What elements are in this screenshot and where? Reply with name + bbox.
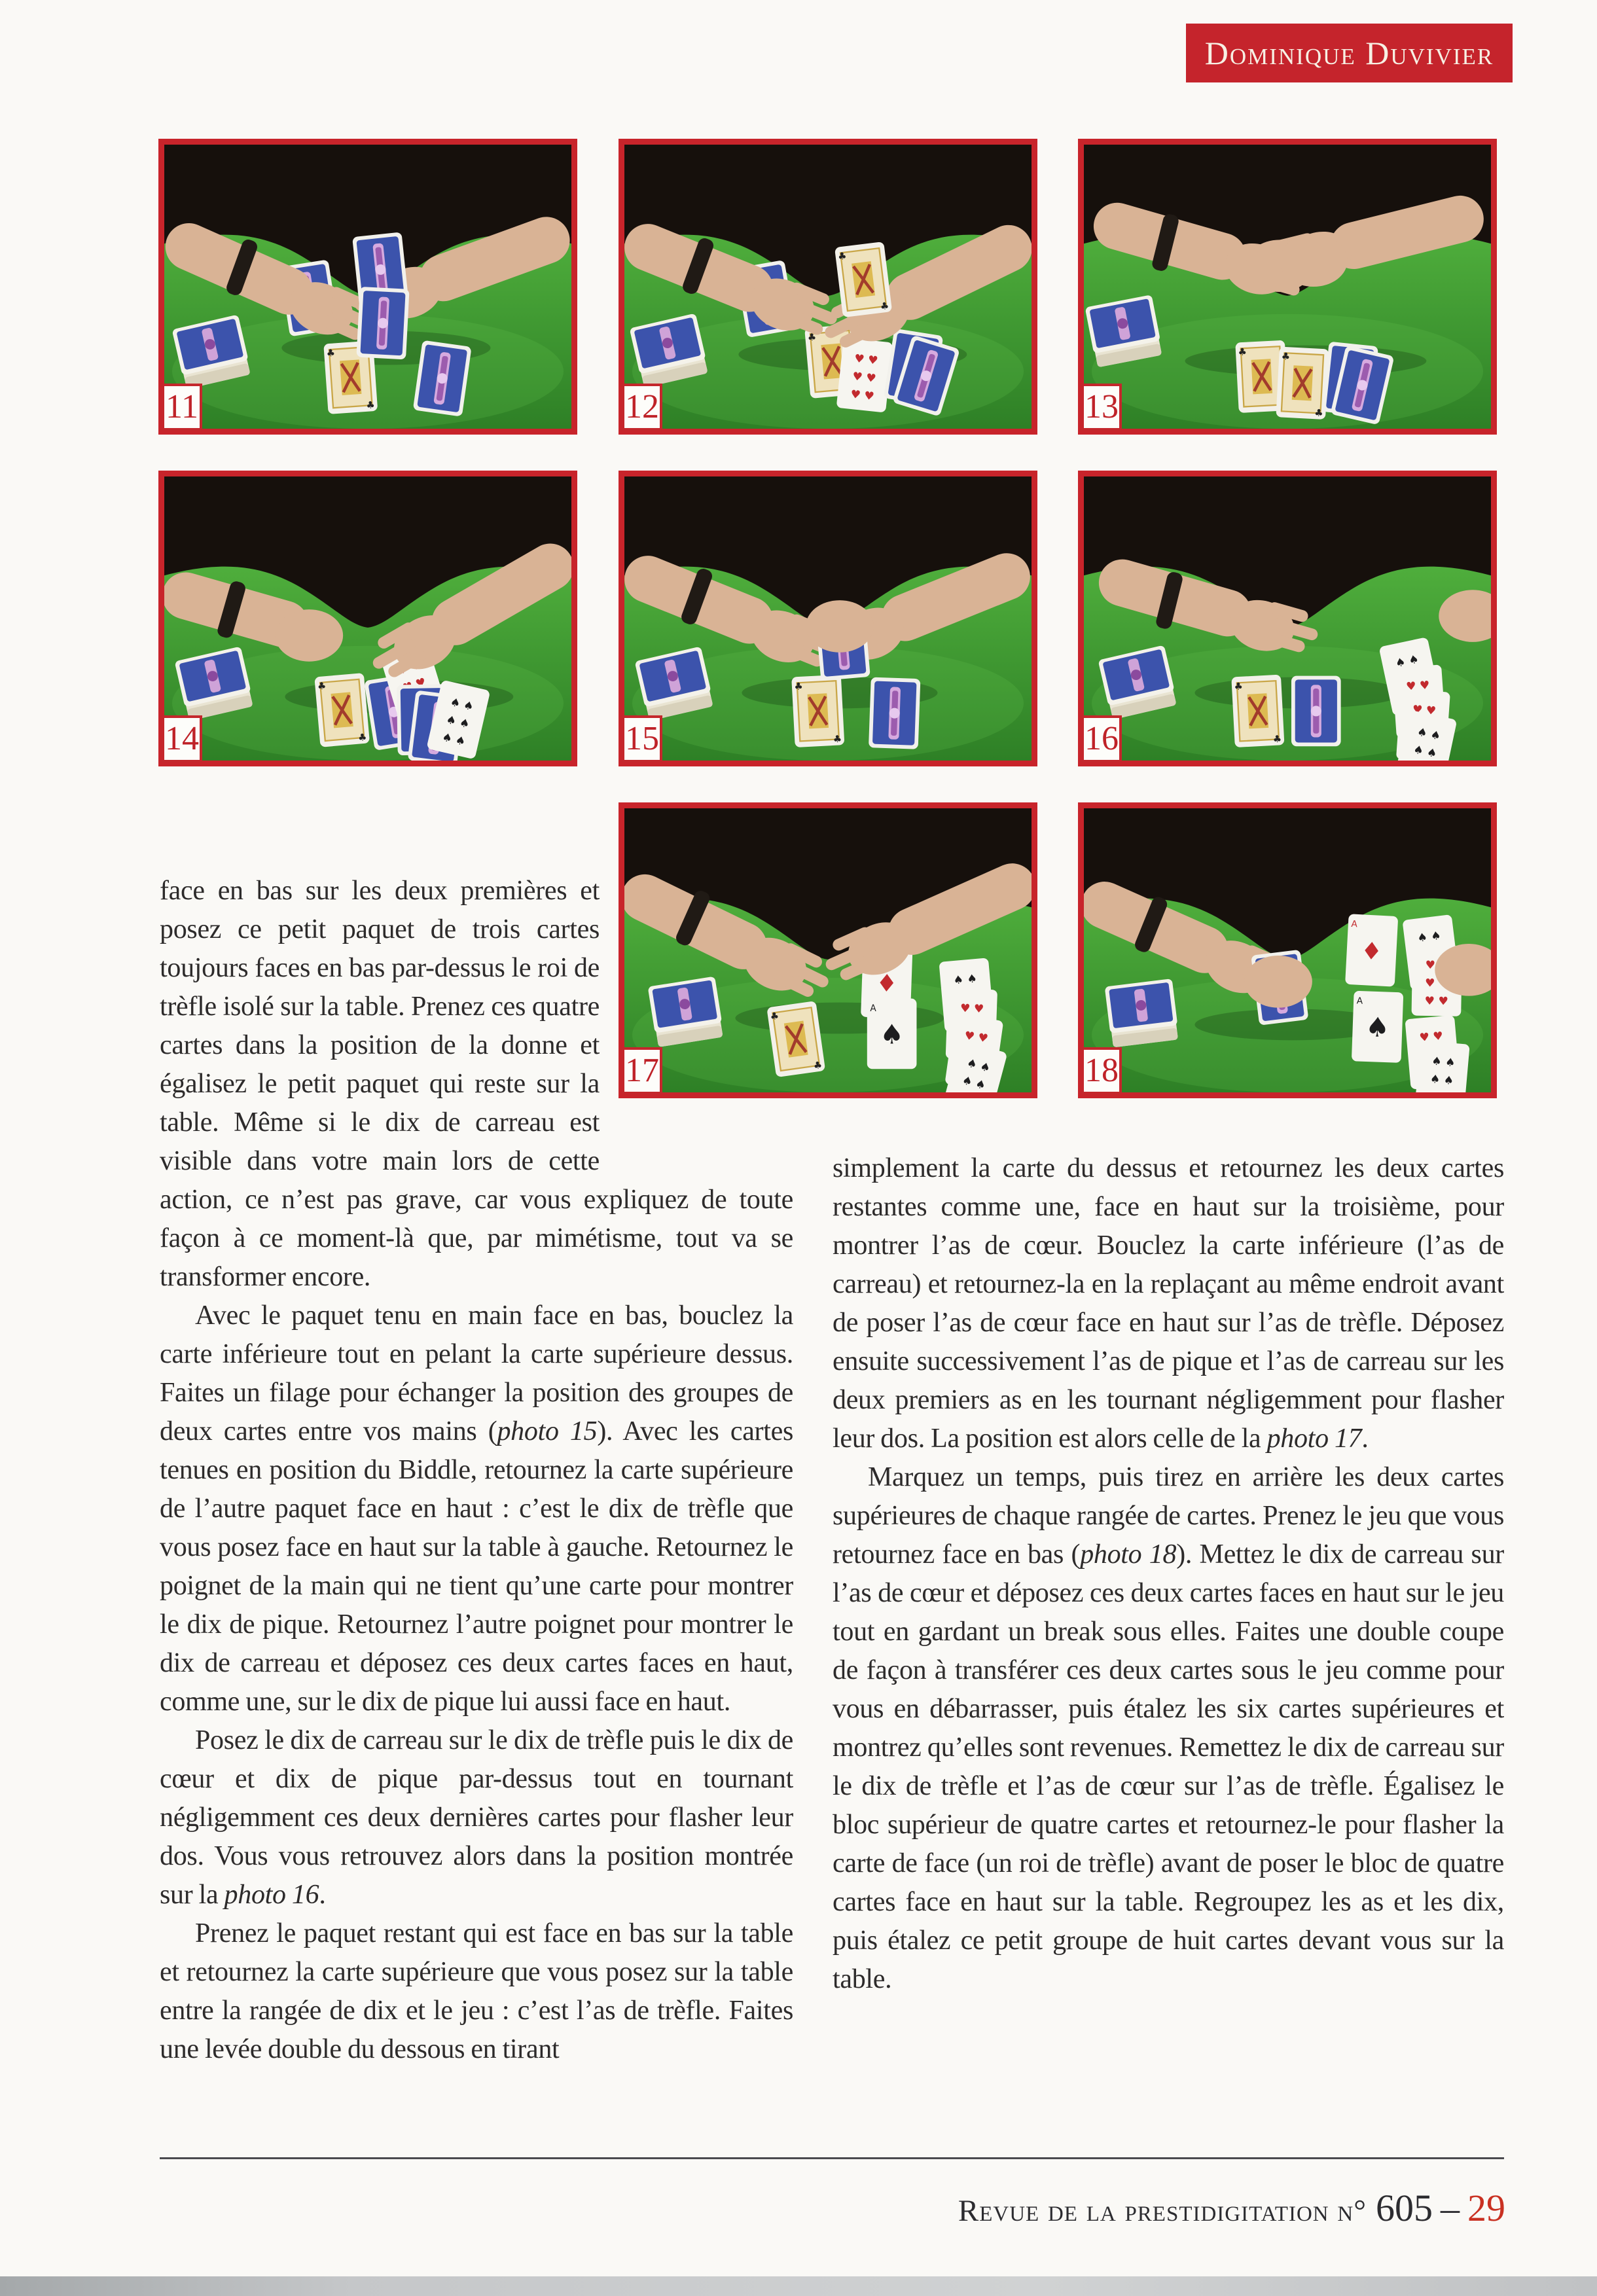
- photo-number-badge: 12: [622, 384, 662, 431]
- card-table-scene: [1084, 808, 1491, 1092]
- photo-wrap-spacer: [600, 872, 793, 1143]
- card-table-scene: [1084, 476, 1491, 761]
- photo-number-badge: 15: [622, 715, 662, 762]
- card-table-scene: [624, 145, 1032, 429]
- paragraph: Posez le dix de carreau sur le dix de trèfle puis le dix de cœur et dix de pique par-dessus tout en tournant négligemment ces deux dernières cartes pour flasher leur dos. Vous vous retrouvez alors dans la position montrée sur la photo 16.: [160, 1725, 793, 1910]
- issue-number: 605: [1376, 2187, 1433, 2229]
- photo-number-badge: 18: [1081, 1047, 1122, 1094]
- photo-12: [619, 139, 1037, 435]
- article-column-right: [833, 1149, 1504, 2161]
- photo-11: [158, 139, 577, 435]
- photo-number-badge: 14: [162, 715, 202, 762]
- author-name: Dominique Duvivier: [1204, 35, 1494, 71]
- photo-13: [1078, 139, 1497, 435]
- footer: [160, 2186, 1505, 2230]
- photo-18: [1078, 802, 1497, 1098]
- photo-14: [158, 471, 577, 766]
- photo-number-badge: 17: [622, 1047, 662, 1094]
- page-number: 29: [1467, 2187, 1505, 2229]
- footer-rule: [160, 2157, 1504, 2159]
- article-column-left: [160, 872, 793, 2155]
- author-banner: [1186, 24, 1513, 82]
- photo-16: [1078, 471, 1497, 766]
- journal-title: Revue de la prestidigitation n°: [958, 2194, 1367, 2228]
- card-table-scene: [1084, 145, 1491, 429]
- scan-edge-strip: [0, 2276, 1597, 2296]
- footer-dash: –: [1441, 2187, 1460, 2229]
- paragraph: simplement la carte du dessus et retournez les deux cartes restantes comme une, face en haut sur la troisième, pour montrer l’as de cœur. Bouclez la carte inférieure (l’as de carreau) et retournez-la en la replaçant au même endroit avant de poser l’as de cœur face en haut sur l’as de trèfle. Déposez ensuite successivement l’as de pique et l’as de carreau sur les deux premiers as en les tournant négligemment pour flasher leur dos. La position est alors celle de la photo 17.: [833, 1153, 1504, 1454]
- card-table-scene: [624, 476, 1032, 761]
- paragraph: Prenez le paquet restant qui est face en bas sur la table et retournez la carte supérieure que vous posez sur la table entre la rangée de dix et le jeu : c’est l’as de trèfle. Faites une levée double du dessous en tirant: [160, 1918, 793, 2064]
- photo-number-badge: 13: [1081, 384, 1122, 431]
- paragraph: Marquez un temps, puis tirez en arrière les deux cartes supérieures de chaque rangée de cartes. Prenez le jeu que vous retournez face en bas (photo 18). Mettez le dix de carreau sur l’as de cœur et déposez ces deux cartes faces en haut sur le jeu tout en gardant un break sous elles. Faites une double coupe de façon à transférer ces deux cartes sous le jeu comme pour vous en débarrasser, puis étalez les six cartes supérieures et montrez qu’elles sont revenues. Remettez le dix de carreau sur le dix de trèfle et l’as de cœur sur l’as de trèfle. Égalisez le bloc supérieur de quatre cartes et retournez-le pour flasher la carte de face (un roi de trèfle) avant de poser le bloc de quatre cartes face en haut sur la table. Regroupez les as et les dix, puis étalez ce petit groupe de huit cartes devant vous sur la table.: [833, 1462, 1504, 1994]
- paragraph: Avec le paquet tenu en main face en bas, bouclez la carte inférieure tout en pelant la carte supérieure dessus. Faites un filage pour échanger la position des groupes de deux cartes entre vos mains (photo 15). Avec les cartes tenues en position du Biddle, retournez la carte supérieure de l’autre paquet face en haut : c’est le dix de trèfle que vous posez face en haut sur la table à gauche. Retournez le poignet de la main qui ne tient qu’une carte pour montrer le dix de pique. Retournez l’autre poignet pour montrer le dix de carreau et déposez ces deux cartes faces en haut, comme une, sur le dix de pique lui aussi face en haut.: [160, 1300, 793, 1717]
- paragraph: face en bas sur les deux premières et posez ce petit paquet de trois cartes toujours faces en bas par-dessus le roi de trèfle isolé sur la table. Prenez ces quatre cartes dans la position de la donne et égalisez le petit paquet qui reste sur la table. Même si le dix de carreau est visible dans votre main lors de cette action, ce n’est pas grave, car vous expliquez de toute façon à ce moment-là que, par mimétisme, tout va se transformer encore.: [160, 876, 793, 1292]
- card-table-scene: [164, 476, 571, 761]
- photo-number-badge: 16: [1081, 715, 1122, 762]
- photo-15: [619, 471, 1037, 766]
- card-table-scene: [164, 145, 571, 429]
- photo-number-badge: 11: [162, 384, 202, 431]
